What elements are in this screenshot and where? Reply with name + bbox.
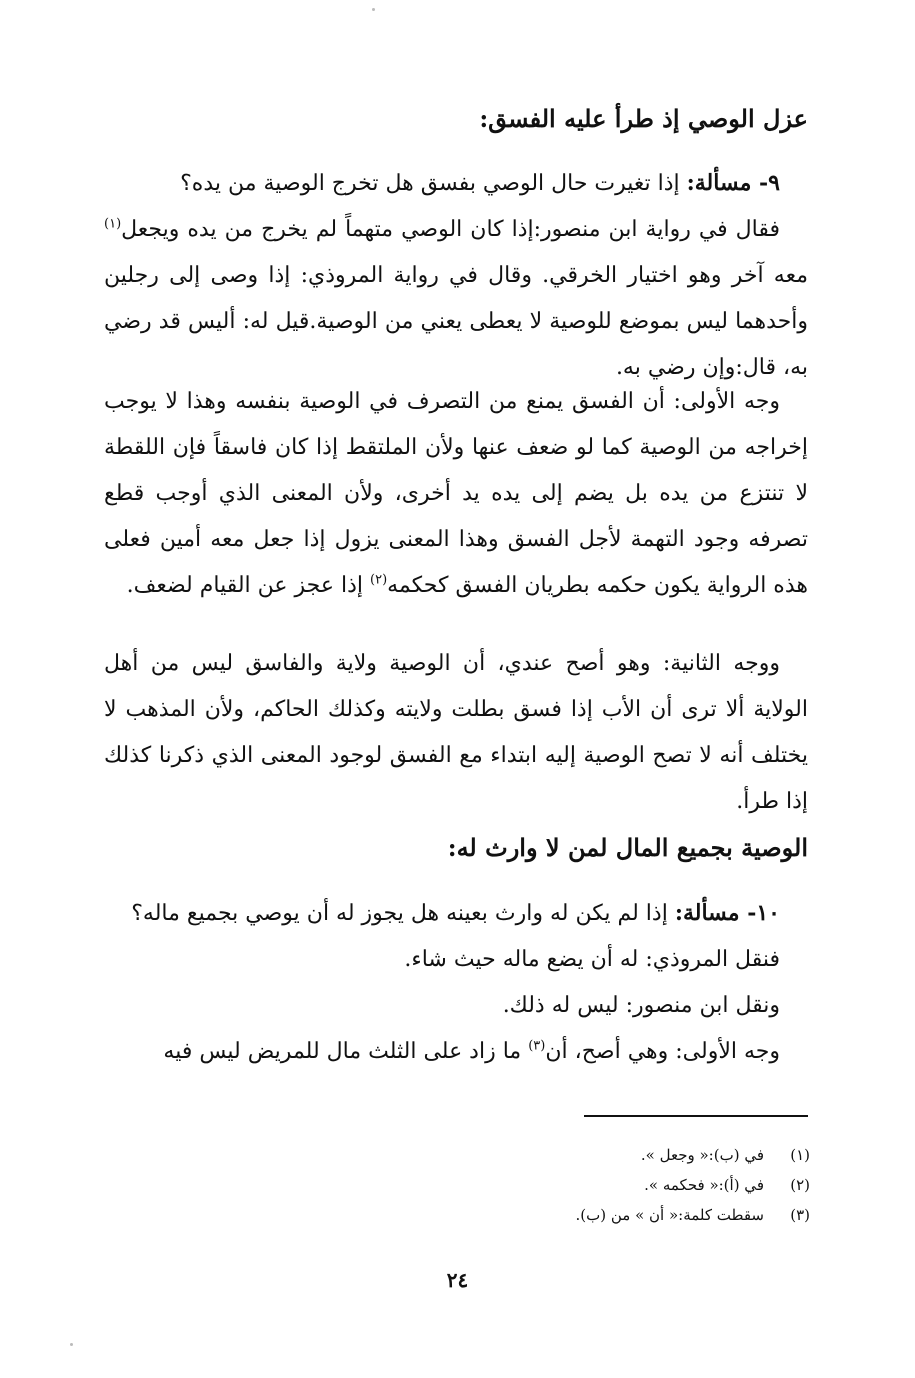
paragraph-narrations [104,207,808,391]
footnote-number: (١) [790,1146,810,1164]
paragraph-second-view: ووجه الثانية: وهو أصح عندي، أن الوصية ولاية والفاسق ليس من أهل الولاية ألا ترى أن الأب إذا فسق بطلت ولايته وكذلك الحاكم، ولأن المذهب لا يختلف أنه لا تصح الوصية إليه ابتداء مع الفسق لوجود المعنى الذي ذكرنا كذلك إذا طرأ. [104,651,809,814]
footnote-text: في (ب):« وجعل ». [640,1146,764,1164]
footnote-3 [576,1200,811,1230]
footnote-number: (٢) [790,1176,810,1194]
paragraph-text: وجه الأولى: أن الفسق يمنع من التصرف في الوصية بنفسه وهذا لا يوجب إخراجه من الوصية كما لو ضعف عنها ولأن الملتقط إذا كان فاسقاً فإن اللقطة لا تنتزع من يده بل يضم إلى يده يد أخرى، ولأن المعنى الذي أوجب قطع تصرفه وجود التهمة لأجل الفسق وهذا المعنى يزول إذا جعل معه أمين فعلى هذه الرواية يكون حكمه بطريان الفسق كحكمه [104,389,808,598]
footnote-2 [576,1170,811,1200]
footnote-text: في (أ):« فحكمه ». [644,1176,764,1194]
footnote-ref-1: (١) [104,216,122,232]
paragraph-text: فقال في رواية ابن منصور:إذا كان الوصي متهماً لم يخرج من يده ويجعل [121,217,780,242]
narration-ibn-mansur: ونقل ابن منصور: ليس له ذلك. [502,993,780,1018]
paragraph-text: إذا عجز عن القيام لضعف. [126,573,370,598]
section-2-body [104,890,808,1075]
question-text: إذا تغيرت حال الوصي بفسق هل تخرج الوصية من يده؟ [180,171,687,196]
footnote-text: سقطت كلمة:« أن » من (ب). [575,1206,764,1224]
footnote-divider [584,1115,808,1117]
scan-speck [372,8,375,11]
section-1-argument-2 [104,641,808,825]
paragraph-first-view [104,379,808,609]
paragraph-text: ما زاد على الثلث مال للمريض ليس فيه [163,1039,529,1064]
question-number: ٩- مسألة: [686,170,780,196]
footnote-ref-2: (٢) [370,572,388,588]
footnote-ref-3: (٣) [528,1038,546,1054]
paragraph-text: وجه الأولى: وهي أصح، أن [545,1039,780,1064]
section-1-body [104,160,808,391]
question-text: إذا لم يكن له وارث بعينه هل يجوز له أن يوصي بجميع ماله؟ [131,901,675,926]
question-number: ١٠- مسألة: [674,900,780,926]
section-heading-1: عزل الوصي إذ طرأ عليه الفسق: [479,104,808,133]
footnote-number: (٣) [790,1206,810,1224]
question-9 [104,160,808,207]
paragraph-text: معه آخر وهو اختيار الخرقي. وقال في رواية المروذي: إذا وصى إلى رجلين وأحدهما ليس بموضع للوصية لا يعطى يعني من الوصية.قيل له: أليس قد رضي به، قال:وإن رضي به. [104,263,808,380]
page-number: ٢٤ [446,1268,469,1292]
question-10 [104,890,808,937]
section-1-argument-1 [104,379,808,609]
paragraph-first-view-2 [104,1029,808,1075]
footnote-1 [576,1140,811,1170]
footnotes [576,1140,811,1230]
scan-speck [70,1343,73,1346]
section-heading-2: الوصية بجميع المال لمن لا وارث له: [447,833,808,862]
narration-marwazi: فنقل المروذي: له أن يضع ماله حيث شاء. [404,947,780,972]
